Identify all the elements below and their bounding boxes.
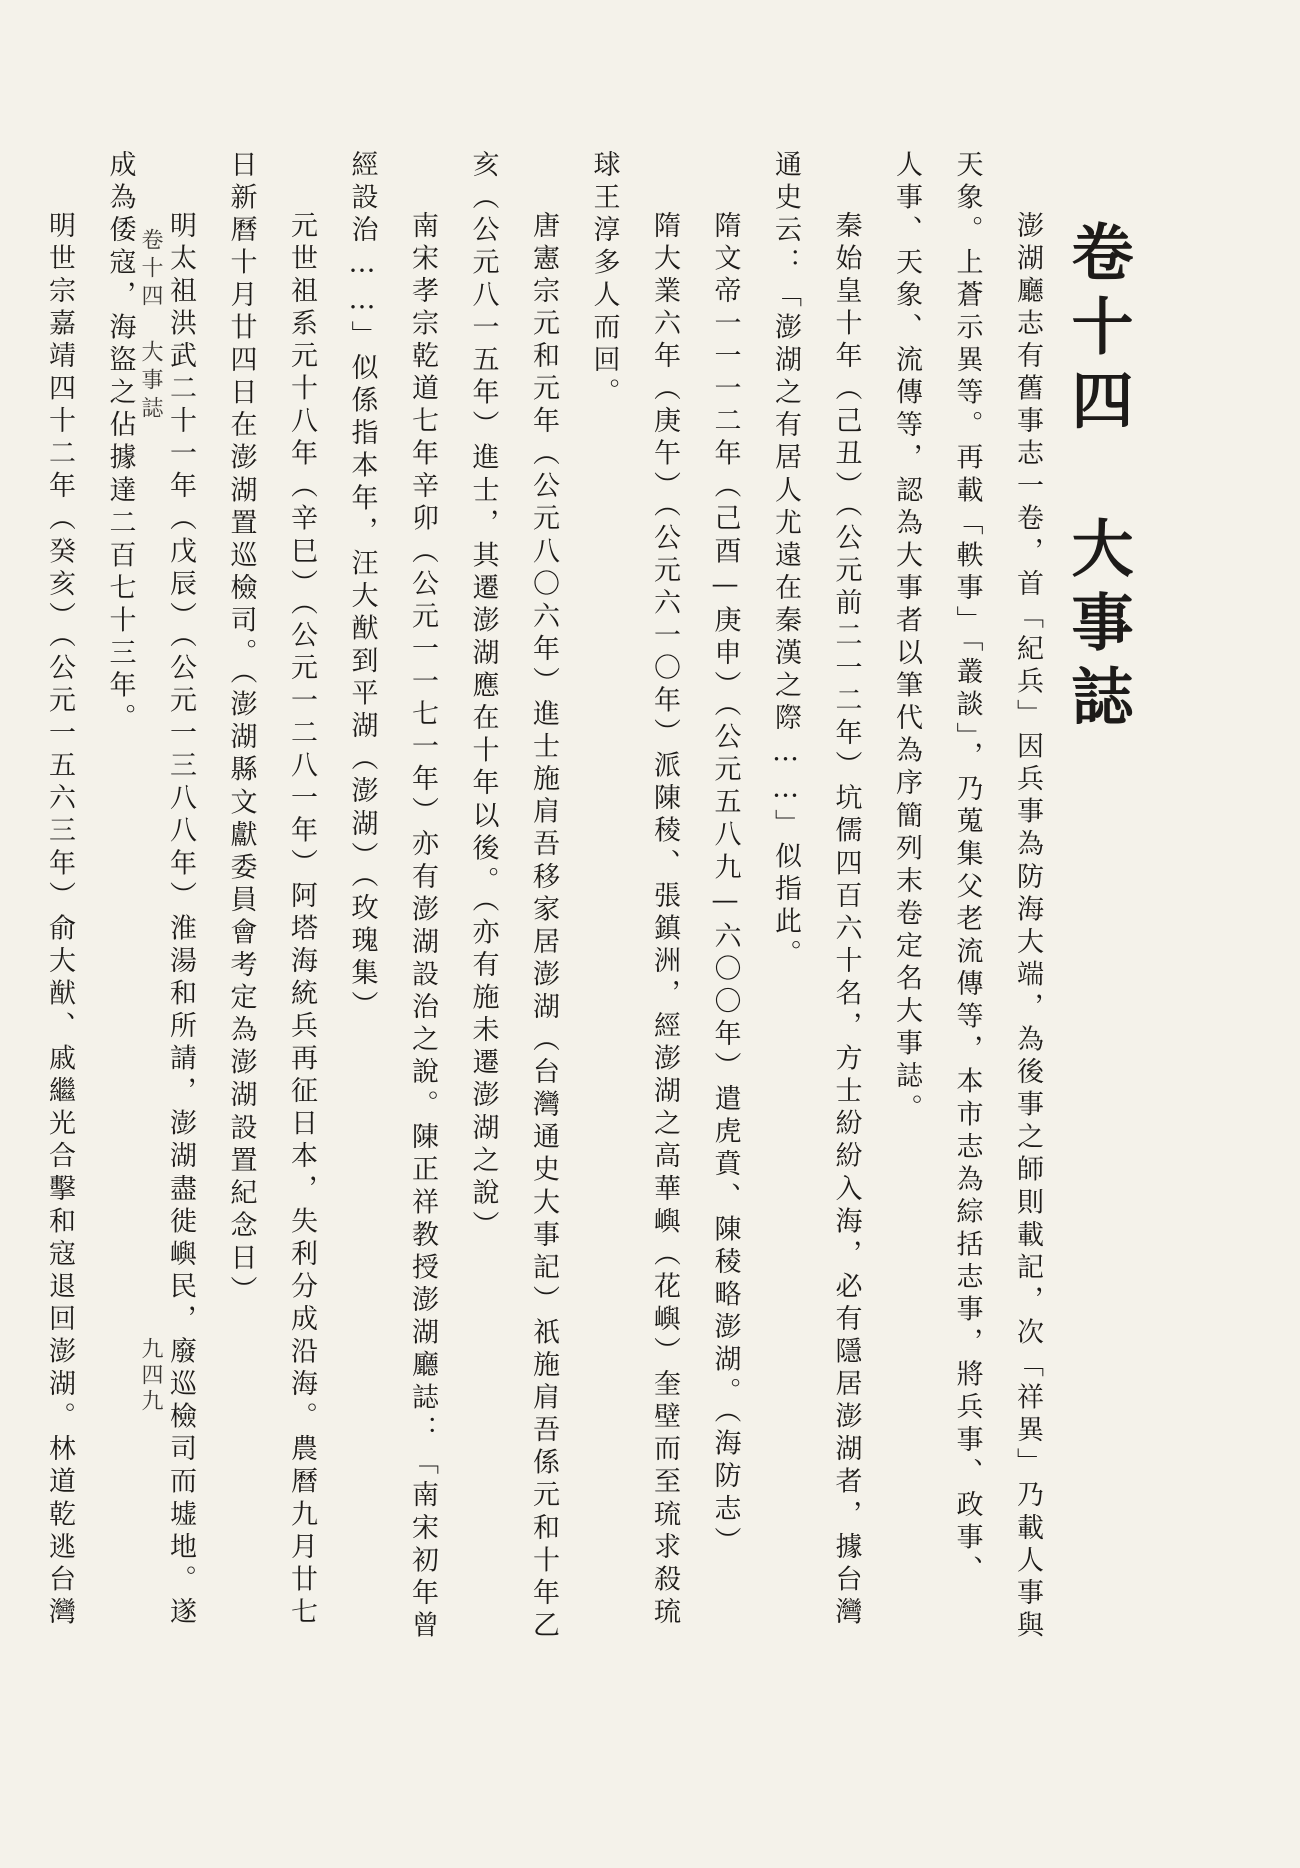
text-column: 明世宗嘉靖四十二年（癸亥）（公元一五六三年）俞大猷、戚繼光合擊和寇退回澎湖。林道乾逃台灣 [44, 211, 75, 1630]
text-column: 隋文帝一一一二年（己酉—庚申）（公元五八九—六〇〇年）遣虎賁、陳稜略澎湖。（海防志） [709, 211, 741, 1560]
text-column: 明太祖洪武二十一年（戊辰）（公元一三八八年）淮湯和所請，澎湖盡徙嶼民，廢巡檢司而墟地。遂 [165, 211, 196, 1630]
text-column: 唐憲宗元和元年（公元八〇六年）進士施肩吾移家居澎湖（台灣通史大事記）祇施肩吾係元和十年乙 [528, 211, 559, 1644]
text-column: 成為倭寇，海盜之佔據達二百七十三年。 [104, 150, 136, 736]
body-text [29, 150, 1058, 1790]
text-column: 人事、天象、流傳等，認為大事者以筆代為序簡列末卷定名大事誌。 [891, 150, 922, 1127]
chapter-title: 卷十四 大事誌 [1061, 220, 1134, 738]
text-column: 天象。上蒼示異等。再載「軼事」「叢談」，乃蒐集父老流傳等，本市志為綜括志事，將兵事、政事、 [951, 150, 983, 1588]
text-column: 通史云：「澎湖之有居人尤遠在秦漢之際……」似指此。 [770, 150, 801, 972]
text-column: 日新曆十月廿四日在澎湖置巡檢司。（澎湖縣文獻委員會考定為澎湖設置紀念日） [225, 150, 257, 1309]
text-column: 經設治……」似係指本年，汪大猷到平湖（澎湖）（玫瑰集） [346, 150, 378, 1024]
text-column: 澎湖廳志有舊事志一卷，首「紀兵」因兵事為防海大端，為後事之師則載記，次「祥異」乃載人事與 [1012, 211, 1043, 1644]
text-column: 秦始皇十年（己丑）（公元前二一二年）坑儒四百六十名，方士紛紛入海，必有隱居澎湖者，據台灣 [830, 211, 862, 1630]
text-column: 球王淳多人而回。 [588, 150, 620, 411]
text-column: 南宋孝宗乾道七年辛卯（公元一一七一年）亦有澎湖設治之說。陳正祥教授澎湖廳誌：「南宋初年曾 [407, 211, 438, 1644]
running-head: 卷十四 大事誌 [138, 228, 163, 424]
page-number: 九四九 [138, 1337, 163, 1415]
text-column: 元世祖系元十八年（辛巳）（公元一二八一年）阿塔海統兵再征日本，失利分成沿海。農曆九月廿七 [286, 211, 317, 1630]
text-column: 隋大業六年（庚午）（公元六一〇年）派陳稜、張鎮洲，經澎湖之高華嶼（花嶼）奎壁而至琉求殺琉 [649, 211, 680, 1630]
text-column: 亥（公元八一五年）進士，其遷澎湖應在十年以後。（亦有施未遷澎湖之說） [467, 150, 499, 1244]
